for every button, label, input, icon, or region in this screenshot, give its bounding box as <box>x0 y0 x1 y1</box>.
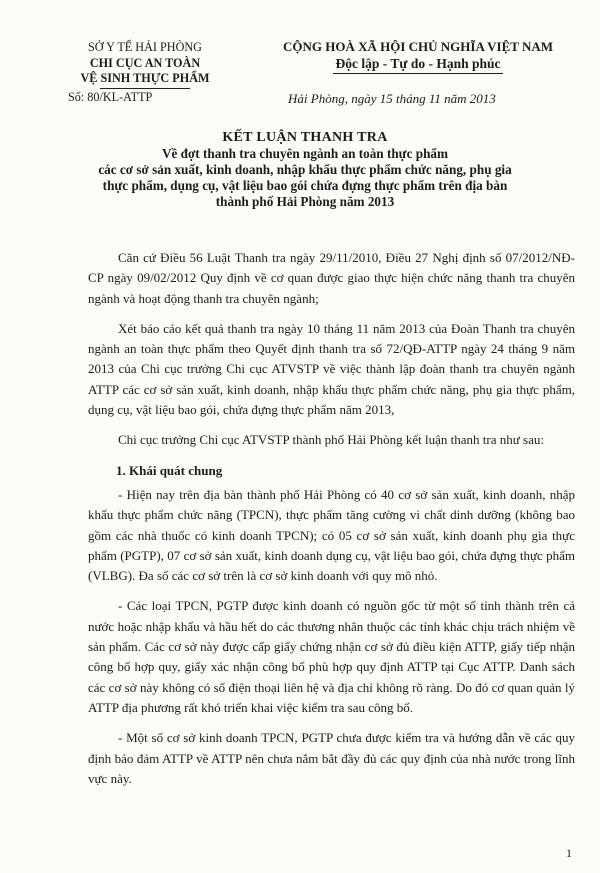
national-header <box>268 38 568 74</box>
document-body <box>88 248 575 799</box>
section-heading-1: 1. Khái quát chung <box>116 462 223 478</box>
title-line-1: Về đợt thanh tra chuyên ngành an toàn thực phẩm <box>162 146 448 161</box>
paragraph-overview-2: - Các loại TPCN, PGTP được kinh doanh có nguồn gốc từ một số tỉnh thành trên cả nước hoặc nhập khẩu và hầu hết do các thương nhân thuộc các tỉnh khác chịu trách nhiệm về sản phẩm. Các cơ sở này được cấp giấy chứng nhận cơ sở đủ điều kiện ATTP, giấy tiếp nhận công bố hợp quy, giấy xác nhận công bố phù hợp quy định ATTP tại Cục ATTP. Danh sách các cơ sở này không có số điện thoại liên hệ và địa chỉ không rõ ràng. Do đó cơ quan quản lý ATTP địa phương rất khó triển khai việc kiểm tra sau công bố. <box>88 598 575 715</box>
agency-underline <box>100 88 190 89</box>
title-main: KẾT LUẬN THANH TRA <box>222 130 388 145</box>
document-date: Hải Phòng, ngày 15 tháng 11 năm 2013 <box>288 91 496 106</box>
motto-underline <box>333 73 503 74</box>
title-line-3: thực phẩm, dụng cụ, vật liệu bao gói chứa đựng thực phẩm trên địa bàn <box>102 178 508 193</box>
page-number: 1 <box>566 846 572 860</box>
title-line-2: các cơ sở sản xuất, kinh doanh, nhập khẩu thực phẩm chức năng, phụ gia <box>98 162 512 177</box>
paragraph-overview-1: - Hiện nay trên địa bàn thành phố Hải Phòng có 40 cơ sở sản xuất, kinh doanh, nhập khẩu thực phẩm chức năng (TPCN), thực phẩm tăng cường vi chất dinh dưỡng (không bao gồm các nhà thuốc có kinh doanh TPCN); có 05 cơ sở sản xuất, kinh doanh phụ gia thực phẩm (PGTP), 07 cơ sở sản xuất, kinh doanh dụng cụ, vật liệu bao gói, chứa đựng thực phẩm (VLBG). Đa số các cơ sở trên là cơ sở kinh doanh với quy mô nhỏ. <box>88 486 575 584</box>
document-number: Số: 80/KL-ATTP <box>68 89 153 104</box>
paragraph-report-review: Xét báo cáo kết quả thanh tra ngày 10 tháng 11 năm 2013 của Đoàn Thanh tra chuyên ngành an toàn thực phẩm theo Quyết định thanh tra số 72/QĐ-ATTP ngày 24 tháng 9 năm 2013 của Chi cục trưởng Chi cục ATVSTP về việc thành lập đoàn thanh tra chuyên ngành ATTP các cơ sở sản xuất, kinh doanh, nhập khẩu thực phẩm chức năng, phụ gia thực phẩm, dụng cụ, vật liệu bao gói, chứa đựng thực phẩm năm 2013, <box>88 320 575 418</box>
paragraph-conclusion-intro: Chi cục trưởng Chi cục ATVSTP thành phố Hải Phòng kết luận thanh tra như sau: <box>118 432 544 448</box>
national-motto: Độc lập - Tự do - Hạnh phúc <box>335 56 501 71</box>
document-title <box>60 130 550 210</box>
agency-name-line2: VỆ SINH THỰC PHẨM <box>80 71 210 85</box>
title-line-4: thành phố Hải Phòng năm 2013 <box>215 194 395 209</box>
agency-name-line1: CHI CỤC AN TOÀN <box>89 55 201 70</box>
paragraph-overview-3: - Một số cơ sở kinh doanh TPCN, PGTP chưa được kiểm tra và hướng dẫn về các quy định bảo đảm ATTP về ATTP nên chưa nắm bắt đầy đủ các quy định của nhà nước trong lĩnh vực này. <box>88 730 575 786</box>
paragraph-legal-basis: Căn cứ Điều 56 Luật Thanh tra ngày 29/11/2010, Điều 27 Nghị định số 07/2012/NĐ-CP ngày 09/02/2012 Quy định về cơ quan được giao thực hiện chức năng thanh tra chuyên ngành và hoạt động thanh tra chuyên ngành; <box>88 250 575 306</box>
nation-name: CỘNG HOÀ XÃ HỘI CHỦ NGHĨA VIỆT NAM <box>282 39 554 54</box>
agency-block <box>50 40 240 105</box>
agency-parent: SỞ Y TẾ HẢI PHÒNG <box>88 40 202 54</box>
